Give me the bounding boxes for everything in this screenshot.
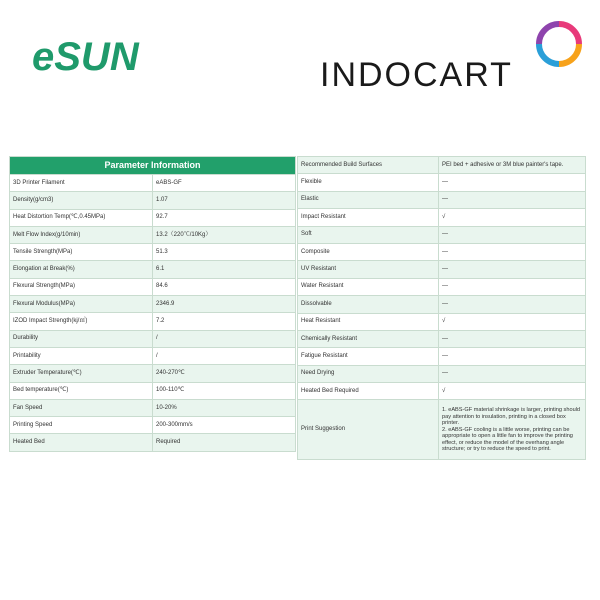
row-value: 51.3 — [153, 244, 296, 261]
row-value: — — [439, 365, 586, 382]
row-value: — — [439, 330, 586, 347]
row-value: 10-20% — [153, 399, 296, 416]
table-row — [10, 382, 296, 399]
row-label: IZOD Impact Strength(kj/㎡) — [10, 313, 153, 330]
table-row — [10, 278, 296, 295]
table-row — [10, 330, 296, 347]
table-row — [10, 296, 296, 313]
table-row — [10, 192, 296, 209]
row-label: Flexural Modulus(MPa) — [10, 296, 153, 313]
table-row — [298, 209, 586, 226]
row-value: 84.6 — [153, 278, 296, 295]
row-value: 1.07 — [153, 192, 296, 209]
table-row — [298, 157, 586, 174]
row-label: Heat Distortion Temp(℃,0.45MPa) — [10, 209, 153, 226]
row-label: Dissolvable — [298, 296, 439, 313]
table-row — [10, 347, 296, 364]
print-suggestion-text: 1. eABS-GF material shrinkage is larger, printing should pay attention to insulation, printing in a closed box printer. 2. eABS-GF cooling is a little worse, printing can be appropriate to open a little fan to improve the printing effect, or reduce the model of the overhang angle structure; or try to reduce the speed to print. — [439, 400, 586, 460]
table-row — [10, 313, 296, 330]
table-row — [10, 417, 296, 434]
row-value: PEI bed + adhesive or 3M blue painter's tape. — [439, 157, 586, 174]
parameter-table-title: Parameter Information — [10, 157, 296, 175]
table-row — [298, 174, 586, 191]
row-label: Need Drying — [298, 365, 439, 382]
row-label: Impact Resistant — [298, 209, 439, 226]
properties-table — [297, 156, 586, 460]
table-row — [10, 175, 296, 192]
row-label: Printing Speed — [10, 417, 153, 434]
table-row — [298, 330, 586, 347]
row-label: Durability — [10, 330, 153, 347]
table-row — [298, 365, 586, 382]
row-value: eABS-GF — [153, 175, 296, 192]
table-row — [10, 399, 296, 416]
table-row — [298, 243, 586, 260]
row-label: Melt Flow Index(g/10min) — [10, 226, 153, 243]
row-label: Extruder Temperature(℃) — [10, 365, 153, 382]
row-value: 13.2（220℃/10Kg） — [153, 226, 296, 243]
row-label: Heated Bed — [10, 434, 153, 451]
row-value: √ — [439, 209, 586, 226]
table-row — [298, 261, 586, 278]
row-value: — — [439, 243, 586, 260]
row-value: 2346.9 — [153, 296, 296, 313]
table-row — [298, 348, 586, 365]
row-label: Water Resistant — [298, 278, 439, 295]
table-row — [10, 365, 296, 382]
row-label: Fatigue Resistant — [298, 348, 439, 365]
row-label: Printability — [10, 347, 153, 364]
row-value: √ — [439, 313, 586, 330]
row-value: 200-300mm/s — [153, 417, 296, 434]
row-value: / — [153, 347, 296, 364]
row-label: Heated Bed Required — [298, 383, 439, 400]
table-row — [298, 191, 586, 208]
print-suggestion-label: Print Suggestion — [298, 400, 439, 460]
row-value: — — [439, 174, 586, 191]
row-label: Heat Resistant — [298, 313, 439, 330]
row-value: — — [439, 226, 586, 243]
row-value: — — [439, 348, 586, 365]
row-label: Chemically Resistant — [298, 330, 439, 347]
row-label: Bed temperature(℃) — [10, 382, 153, 399]
table-row — [10, 226, 296, 243]
esun-logo-text: eSUN — [32, 35, 139, 76]
row-label: Soft — [298, 226, 439, 243]
row-label: Density(g/cm3) — [10, 192, 153, 209]
indocart-logo — [320, 18, 582, 98]
row-value: Required — [153, 434, 296, 451]
row-value: — — [439, 278, 586, 295]
row-value: — — [439, 261, 586, 278]
row-value: — — [439, 296, 586, 313]
table-row — [10, 244, 296, 261]
row-value: 6.1 — [153, 261, 296, 278]
table-row — [298, 296, 586, 313]
table-row — [298, 226, 586, 243]
table-row — [10, 261, 296, 278]
table-row — [298, 313, 586, 330]
row-value: — — [439, 191, 586, 208]
indocart-ring-icon — [535, 20, 583, 68]
row-value: 92.7 — [153, 209, 296, 226]
parameter-table — [9, 156, 296, 452]
row-value: 7.2 — [153, 313, 296, 330]
print-suggestion-row — [298, 400, 586, 460]
row-value: / — [153, 330, 296, 347]
row-value: √ — [439, 383, 586, 400]
row-label: Elastic — [298, 191, 439, 208]
table-row — [298, 278, 586, 295]
row-label: Elongation at Break(%) — [10, 261, 153, 278]
row-label: Flexural Strength(MPa) — [10, 278, 153, 295]
row-label: 3D Printer Filament — [10, 175, 153, 192]
row-label: Flexible — [298, 174, 439, 191]
esun-logo — [30, 34, 180, 76]
indocart-logo-text: INDOCART — [320, 56, 513, 94]
row-label: Tensile Strength(MPa) — [10, 244, 153, 261]
row-value: 240-270℃ — [153, 365, 296, 382]
table-row — [10, 209, 296, 226]
table-row — [10, 434, 296, 451]
row-label: UV Resistant — [298, 261, 439, 278]
row-label: Composite — [298, 243, 439, 260]
row-label: Fan Speed — [10, 399, 153, 416]
table-row — [298, 383, 586, 400]
row-value: 100-110℃ — [153, 382, 296, 399]
row-label: Recommended Build Surfaces — [298, 157, 439, 174]
